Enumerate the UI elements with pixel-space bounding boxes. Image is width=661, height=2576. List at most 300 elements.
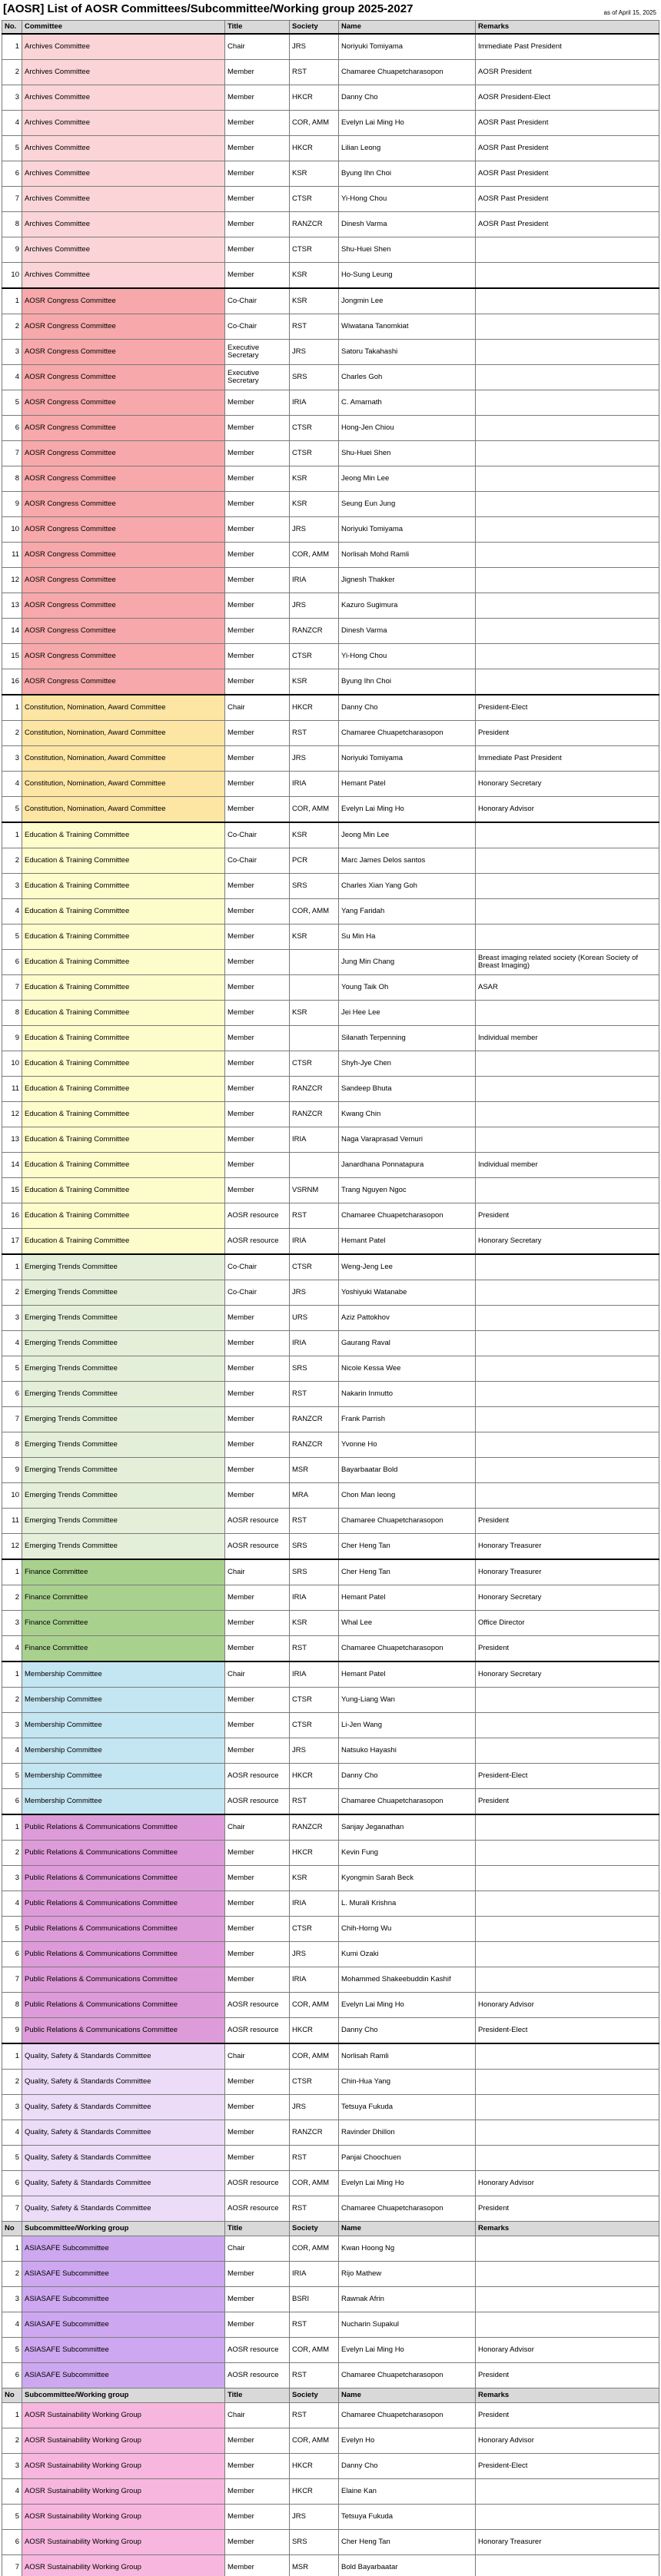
member-remarks — [476, 288, 659, 314]
committee-name: Education & Training Committee — [22, 1102, 225, 1127]
member-title: Member — [225, 111, 290, 136]
committee-name: Quality, Safety & Standards Committee — [22, 2120, 225, 2146]
member-remarks — [476, 1814, 659, 1841]
member-name: Cher Heng Tan — [339, 2530, 476, 2555]
table-row — [2, 1382, 659, 1407]
member-remarks — [476, 593, 659, 619]
committee-name: Constitution, Nomination, Award Committee — [22, 797, 225, 823]
member-remarks: Immediate Past President — [476, 746, 659, 772]
member-remarks — [476, 1356, 659, 1382]
committee-name: Education & Training Committee — [22, 874, 225, 899]
member-title: Member — [225, 1636, 290, 1662]
table-row — [2, 1001, 659, 1026]
row-number: 3 — [2, 340, 22, 365]
table-row — [2, 2428, 659, 2454]
member-society: MSR — [290, 1458, 339, 1483]
subgroup-header-committee: Subcommittee/Working group — [22, 2222, 225, 2236]
member-society: JRS — [290, 2095, 339, 2120]
committee-name: AOSR Congress Committee — [22, 314, 225, 340]
committee-name: Emerging Trends Committee — [22, 1280, 225, 1306]
member-name: Su Min Ha — [339, 925, 476, 950]
committee-name: AOSR Sustainability Working Group — [22, 2454, 225, 2479]
member-society: KSR — [290, 822, 339, 848]
row-number: 7 — [2, 975, 22, 1001]
member-name: Evelyn Lai Ming Ho — [339, 111, 476, 136]
committee-name: Membership Committee — [22, 1661, 225, 1688]
row-number: 7 — [2, 1407, 22, 1432]
table-row — [2, 2505, 659, 2530]
subgroup-header-no: No — [2, 2388, 22, 2403]
member-title: Member — [225, 950, 290, 975]
row-number: 17 — [2, 1229, 22, 1255]
column-header-row — [2, 21, 659, 35]
member-name: C. Amarnath — [339, 390, 476, 416]
committee-name: ASIASAFE Subcommittee — [22, 2363, 225, 2388]
table-row — [2, 2120, 659, 2146]
row-number: 1 — [2, 1814, 22, 1841]
member-society: JRS — [290, 593, 339, 619]
member-society: KSR — [290, 1611, 339, 1636]
table-row — [2, 237, 659, 263]
member-remarks: AOSR Past President — [476, 187, 659, 212]
member-remarks: AOSR Past President — [476, 136, 659, 161]
member-title: Member — [225, 2287, 290, 2312]
member-society: KSR — [290, 669, 339, 695]
member-name: Chih-Horng Wu — [339, 1917, 476, 1942]
row-number: 4 — [2, 1738, 22, 1764]
member-society: IRIA — [290, 1229, 339, 1255]
member-title: Member — [225, 1382, 290, 1407]
member-remarks — [476, 1127, 659, 1153]
member-title: Member — [225, 1178, 290, 1203]
row-number: 3 — [2, 1713, 22, 1738]
committee-name: Emerging Trends Committee — [22, 1432, 225, 1458]
member-title: Member — [225, 187, 290, 212]
row-number: 5 — [2, 2146, 22, 2171]
member-name: Bayarbaatar Bold — [339, 1458, 476, 1483]
row-number: 16 — [2, 1203, 22, 1229]
row-number: 6 — [2, 2171, 22, 2196]
committee-name: AOSR Congress Committee — [22, 466, 225, 492]
member-name: Evelyn Lai Ming Ho — [339, 2338, 476, 2363]
member-name: Kwang Chin — [339, 1102, 476, 1127]
table-row — [2, 1967, 659, 1993]
committee-name: AOSR Congress Committee — [22, 517, 225, 543]
table-row — [2, 1534, 659, 1560]
subgroup-header-committee: Subcommittee/Working group — [22, 2388, 225, 2403]
member-remarks: Office Director — [476, 1611, 659, 1636]
column-header-remarks: Remarks — [476, 21, 659, 35]
member-title: Member — [225, 390, 290, 416]
committee-name: Membership Committee — [22, 1688, 225, 1713]
table-row — [2, 466, 659, 492]
committee-name: Education & Training Committee — [22, 899, 225, 925]
member-society: COR, AMM — [290, 2171, 339, 2196]
committee-table — [2, 20, 659, 2576]
table-row — [2, 644, 659, 669]
committee-name: Public Relations & Communications Committee — [22, 1942, 225, 1967]
table-row — [2, 1178, 659, 1203]
member-remarks — [476, 1382, 659, 1407]
committee-name: AOSR Congress Committee — [22, 644, 225, 669]
member-society: JRS — [290, 1942, 339, 1967]
member-remarks — [476, 1178, 659, 1203]
member-remarks: Honorary Advisor — [476, 2338, 659, 2363]
member-remarks — [476, 314, 659, 340]
member-society: RANZCR — [290, 1102, 339, 1127]
table-row — [2, 1229, 659, 1255]
subgroup-header-remarks: Remarks — [476, 2222, 659, 2236]
row-number: 8 — [2, 1993, 22, 2018]
member-name: Shu-Huei Shen — [339, 441, 476, 466]
committee-name: AOSR Congress Committee — [22, 441, 225, 466]
table-row — [2, 543, 659, 568]
member-society: KSR — [290, 1001, 339, 1026]
member-society: CTSR — [290, 1688, 339, 1713]
table-row — [2, 85, 659, 111]
table-row — [2, 2236, 659, 2262]
row-number: 1 — [2, 1254, 22, 1280]
committee-name: Emerging Trends Committee — [22, 1483, 225, 1509]
member-name: Noriyuki Tomiyama — [339, 34, 476, 60]
member-title: Member — [225, 2479, 290, 2505]
member-name: Tetsuya Fukuda — [339, 2505, 476, 2530]
table-row — [2, 263, 659, 289]
member-remarks — [476, 543, 659, 568]
subgroup-header-title: Title — [225, 2388, 290, 2403]
member-name: Satoru Takahashi — [339, 340, 476, 365]
row-number: 9 — [2, 1458, 22, 1483]
row-number: 4 — [2, 2312, 22, 2338]
member-remarks — [476, 1051, 659, 1077]
member-name: Wiwatana Tanomkiat — [339, 314, 476, 340]
member-title: Member — [225, 1127, 290, 1153]
member-title: Member — [225, 161, 290, 187]
member-title: Member — [225, 416, 290, 441]
row-number: 16 — [2, 669, 22, 695]
row-number: 14 — [2, 1153, 22, 1178]
member-title: Member — [225, 2120, 290, 2146]
member-title: Member — [225, 492, 290, 517]
member-remarks: President-Elect — [476, 1764, 659, 1789]
table-row — [2, 111, 659, 136]
committee-name: AOSR Sustainability Working Group — [22, 2403, 225, 2428]
committee-name: Education & Training Committee — [22, 1001, 225, 1026]
member-remarks: Honorary Secretary — [476, 772, 659, 797]
member-title: AOSR resource — [225, 1789, 290, 1815]
member-society: IRIA — [290, 2262, 339, 2287]
member-name: Sanjay Jeganathan — [339, 1814, 476, 1841]
member-title: Chair — [225, 2043, 290, 2070]
member-name: Yoshiyuki Watanabe — [339, 1280, 476, 1306]
row-number: 6 — [2, 416, 22, 441]
committee-name: Constitution, Nomination, Award Committee — [22, 695, 225, 721]
table-row — [2, 2312, 659, 2338]
table-row — [2, 1280, 659, 1306]
member-society: CTSR — [290, 1917, 339, 1942]
member-title: Chair — [225, 1814, 290, 1841]
member-remarks: President-Elect — [476, 2454, 659, 2479]
member-name: Danny Cho — [339, 695, 476, 721]
table-row — [2, 34, 659, 60]
subgroup-header-society: Society — [290, 2222, 339, 2236]
committee-name: Membership Committee — [22, 1738, 225, 1764]
member-society — [290, 950, 339, 975]
member-name: Evelyn Ho — [339, 2428, 476, 2454]
member-society: CTSR — [290, 441, 339, 466]
row-number: 7 — [2, 2555, 22, 2576]
committee-name: Membership Committee — [22, 1789, 225, 1815]
member-name: Marc James Delos santos — [339, 848, 476, 874]
committee-name: Constitution, Nomination, Award Committee — [22, 746, 225, 772]
table-row — [2, 365, 659, 390]
member-name: Chamaree Chuapetcharasopon — [339, 2196, 476, 2222]
table-row — [2, 1026, 659, 1051]
row-number: 1 — [2, 288, 22, 314]
member-name: Charles Goh — [339, 365, 476, 390]
committee-name: Constitution, Nomination, Award Committee — [22, 772, 225, 797]
row-number: 9 — [2, 492, 22, 517]
member-remarks: Honorary Advisor — [476, 2171, 659, 2196]
table-row — [2, 1993, 659, 2018]
member-title: AOSR resource — [225, 1509, 290, 1534]
committee-name: Education & Training Committee — [22, 1127, 225, 1153]
member-society: JRS — [290, 340, 339, 365]
table-row — [2, 2454, 659, 2479]
committee-name: Education & Training Committee — [22, 975, 225, 1001]
member-remarks — [476, 822, 659, 848]
member-title: Member — [225, 1942, 290, 1967]
member-title: Member — [225, 925, 290, 950]
table-row — [2, 619, 659, 644]
committee-name: AOSR Congress Committee — [22, 416, 225, 441]
committee-name: AOSR Congress Committee — [22, 543, 225, 568]
member-name: Evelyn Lai Ming Ho — [339, 2171, 476, 2196]
table-row — [2, 2018, 659, 2044]
table-row — [2, 1356, 659, 1382]
member-title: Member — [225, 85, 290, 111]
row-number: 6 — [2, 1942, 22, 1967]
member-remarks — [476, 619, 659, 644]
row-number: 2 — [2, 2262, 22, 2287]
member-title: AOSR resource — [225, 2363, 290, 2388]
member-society: KSR — [290, 492, 339, 517]
member-title: Member — [225, 1585, 290, 1611]
row-number: 7 — [2, 1967, 22, 1993]
member-remarks — [476, 2095, 659, 2120]
table-row — [2, 288, 659, 314]
member-remarks: Honorary Treasurer — [476, 1559, 659, 1585]
row-number: 1 — [2, 2403, 22, 2428]
member-remarks — [476, 1407, 659, 1432]
member-name: Danny Cho — [339, 1764, 476, 1789]
committee-name: Archives Committee — [22, 85, 225, 111]
member-society: RST — [290, 2403, 339, 2428]
subgroup-header-title: Title — [225, 2222, 290, 2236]
member-society: MRA — [290, 1483, 339, 1509]
committee-name: AOSR Sustainability Working Group — [22, 2505, 225, 2530]
member-society: HKCR — [290, 1841, 339, 1866]
row-number: 3 — [2, 1866, 22, 1891]
member-name: Rawnak Afrin — [339, 2287, 476, 2312]
table-row — [2, 2262, 659, 2287]
member-remarks — [476, 1331, 659, 1356]
row-number: 5 — [2, 2505, 22, 2530]
committee-name: Archives Committee — [22, 263, 225, 289]
table-row — [2, 721, 659, 746]
table-row — [2, 1841, 659, 1866]
member-society: RST — [290, 1203, 339, 1229]
committee-name: Public Relations & Communications Committee — [22, 1891, 225, 1917]
member-society: SRS — [290, 1534, 339, 1560]
member-name: Dinesh Varma — [339, 212, 476, 237]
member-remarks — [476, 1001, 659, 1026]
member-name: Sandeep Bhuta — [339, 1077, 476, 1102]
member-name: Panjai Choochuen — [339, 2146, 476, 2171]
row-number: 11 — [2, 543, 22, 568]
member-name: Hemant Patel — [339, 772, 476, 797]
member-society: IRIA — [290, 1661, 339, 1688]
committee-name: Finance Committee — [22, 1636, 225, 1662]
member-society — [290, 975, 339, 1001]
member-title: Member — [225, 2530, 290, 2555]
member-society: COR, AMM — [290, 2428, 339, 2454]
committee-name: AOSR Congress Committee — [22, 492, 225, 517]
member-title: Member — [225, 746, 290, 772]
row-number: 4 — [2, 1891, 22, 1917]
committee-name: Public Relations & Communications Committee — [22, 1841, 225, 1866]
member-remarks — [476, 568, 659, 593]
table-row — [2, 2043, 659, 2070]
member-title: Member — [225, 1153, 290, 1178]
member-remarks — [476, 1688, 659, 1713]
member-title: Member — [225, 2312, 290, 2338]
committee-name: Emerging Trends Committee — [22, 1382, 225, 1407]
table-row — [2, 136, 659, 161]
member-remarks: Honorary Advisor — [476, 797, 659, 823]
member-name: Evelyn Lai Ming Ho — [339, 797, 476, 823]
committee-name: Education & Training Committee — [22, 1051, 225, 1077]
committee-name: AOSR Congress Committee — [22, 390, 225, 416]
member-name: Silanath Terpenning — [339, 1026, 476, 1051]
member-name: Hemant Patel — [339, 1585, 476, 1611]
member-society: RANZCR — [290, 1814, 339, 1841]
row-number: 7 — [2, 441, 22, 466]
as-of-date: as of April 15, 2025 — [603, 9, 656, 16]
member-name: Nakarin Inmutto — [339, 1382, 476, 1407]
member-name: Chamaree Chuapetcharasopon — [339, 1636, 476, 1662]
table-row — [2, 874, 659, 899]
table-row — [2, 2530, 659, 2555]
table-row — [2, 695, 659, 721]
document-header — [0, 0, 661, 20]
table-row — [2, 1127, 659, 1153]
member-name: Danny Cho — [339, 2454, 476, 2479]
member-name: Chamaree Chuapetcharasopon — [339, 1509, 476, 1534]
row-number: 5 — [2, 797, 22, 823]
member-remarks — [476, 1942, 659, 1967]
member-society — [290, 1153, 339, 1178]
member-title: Member — [225, 1001, 290, 1026]
committee-name: ASIASAFE Subcommittee — [22, 2338, 225, 2363]
row-number: 2 — [2, 1841, 22, 1866]
member-title: Member — [225, 2428, 290, 2454]
member-name: Natsuko Hayashi — [339, 1738, 476, 1764]
row-number: 9 — [2, 237, 22, 263]
row-number: 1 — [2, 695, 22, 721]
row-number: 4 — [2, 2120, 22, 2146]
member-remarks — [476, 1713, 659, 1738]
member-title: Chair — [225, 695, 290, 721]
subgroup-header-remarks: Remarks — [476, 2388, 659, 2403]
member-title: Member — [225, 1306, 290, 1331]
member-society: COR, AMM — [290, 2236, 339, 2262]
table-row — [2, 1764, 659, 1789]
member-title: AOSR resource — [225, 2171, 290, 2196]
member-name: Trang Nguyen Ngoc — [339, 1178, 476, 1203]
table-row — [2, 950, 659, 975]
table-row — [2, 1458, 659, 1483]
member-name: Gaurang Raval — [339, 1331, 476, 1356]
member-name: Lilian Leong — [339, 136, 476, 161]
table-row — [2, 2555, 659, 2576]
member-name: Chamaree Chuapetcharasopon — [339, 2363, 476, 2388]
row-number: 5 — [2, 1764, 22, 1789]
table-row — [2, 1254, 659, 1280]
member-remarks — [476, 2287, 659, 2312]
table-row — [2, 1688, 659, 1713]
member-remarks: Honorary Secretary — [476, 1585, 659, 1611]
committee-name: AOSR Congress Committee — [22, 365, 225, 390]
committee-name: Education & Training Committee — [22, 1203, 225, 1229]
member-remarks — [476, 2312, 659, 2338]
member-society: SRS — [290, 1559, 339, 1585]
row-number: 2 — [2, 721, 22, 746]
member-name: Nucharin Supakul — [339, 2312, 476, 2338]
committee-name: Archives Committee — [22, 187, 225, 212]
member-remarks — [476, 237, 659, 263]
member-name: Chin-Hua Yang — [339, 2070, 476, 2095]
subgroup-header-name: Name — [339, 2388, 476, 2403]
member-title: Member — [225, 1077, 290, 1102]
member-name: Shyh-Jye Chen — [339, 1051, 476, 1077]
member-name: Byung Ihn Choi — [339, 669, 476, 695]
member-society: KSR — [290, 263, 339, 289]
table-row — [2, 797, 659, 823]
member-society: RANZCR — [290, 2120, 339, 2146]
member-remarks — [476, 2120, 659, 2146]
member-society: JRS — [290, 1280, 339, 1306]
member-title: Member — [225, 543, 290, 568]
committee-name: Public Relations & Communications Committee — [22, 1866, 225, 1891]
table-row — [2, 568, 659, 593]
member-title: AOSR resource — [225, 2338, 290, 2363]
subgroup-header-row — [2, 2222, 659, 2236]
table-row — [2, 1509, 659, 1534]
committee-name: Constitution, Nomination, Award Committee — [22, 721, 225, 746]
table-row — [2, 822, 659, 848]
member-name: Charles Xian Yang Goh — [339, 874, 476, 899]
table-row — [2, 2479, 659, 2505]
row-number: 5 — [2, 1356, 22, 1382]
member-title: Member — [225, 1891, 290, 1917]
member-remarks — [476, 899, 659, 925]
member-title: Member — [225, 441, 290, 466]
member-name: Yvonne Ho — [339, 1432, 476, 1458]
member-name: Shu-Huei Shen — [339, 237, 476, 263]
committee-name: Quality, Safety & Standards Committee — [22, 2146, 225, 2171]
member-remarks — [476, 1102, 659, 1127]
